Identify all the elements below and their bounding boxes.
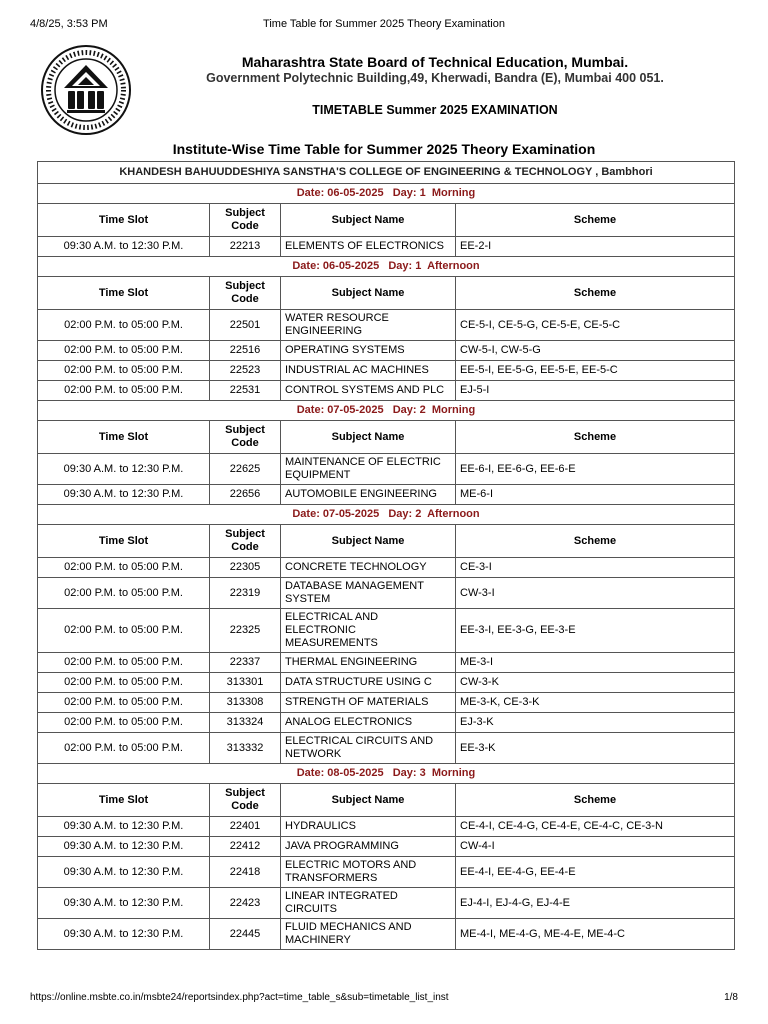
cell-subject-code: 313332 [210,733,281,764]
col-header-subject-name: Subject Name [281,421,456,454]
date-header-row [38,505,735,525]
cell-subject-name: DATABASE MANAGEMENT SYSTEM [281,578,456,609]
table-row [38,837,735,857]
cell-scheme: EJ-5-I [456,381,735,401]
print-title: Time Table for Summer 2025 Theory Examination [263,18,505,30]
col-header-subject-code: Subject Code [210,277,281,310]
cell-subject-code: 22531 [210,381,281,401]
cell-time-slot: 02:00 P.M. to 05:00 P.M. [38,609,210,653]
table-row [38,693,735,713]
cell-time-slot: 09:30 A.M. to 12:30 P.M. [38,485,210,505]
table-row [38,673,735,693]
cell-scheme: EE-3-I, EE-3-G, EE-3-E [456,609,735,653]
cell-time-slot: 02:00 P.M. to 05:00 P.M. [38,341,210,361]
col-header-time-slot: Time Slot [38,525,210,558]
cell-subject-code: 313308 [210,693,281,713]
table-row [38,310,735,341]
page-number: 1/8 [724,992,738,1003]
cell-time-slot: 02:00 P.M. to 05:00 P.M. [38,558,210,578]
table-row [38,454,735,485]
cell-time-slot: 02:00 P.M. to 05:00 P.M. [38,381,210,401]
table-row [38,857,735,888]
col-header-time-slot: Time Slot [38,204,210,237]
cell-subject-name: ELECTRICAL CIRCUITS AND NETWORK [281,733,456,764]
table-row [38,558,735,578]
cell-scheme: EJ-3-K [456,713,735,733]
cell-subject-code: 22325 [210,609,281,653]
column-header-row [38,784,735,817]
table-row [38,919,735,950]
col-header-subject-name: Subject Name [281,204,456,237]
print-footer [30,992,738,1008]
col-header-scheme: Scheme [456,525,735,558]
cell-subject-name: ELEMENTS OF ELECTRONICS [281,237,456,257]
col-header-time-slot: Time Slot [38,421,210,454]
date-header-row [38,184,735,204]
cell-subject-name: THERMAL ENGINEERING [281,653,456,673]
col-header-scheme: Scheme [456,421,735,454]
cell-time-slot: 09:30 A.M. to 12:30 P.M. [38,454,210,485]
col-header-subject-code: Subject Code [210,525,281,558]
cell-time-slot: 09:30 A.M. to 12:30 P.M. [38,888,210,919]
cell-scheme: CW-3-K [456,673,735,693]
cell-subject-name: JAVA PROGRAMMING [281,837,456,857]
cell-subject-name: CONCRETE TECHNOLOGY [281,558,456,578]
col-header-scheme: Scheme [456,277,735,310]
cell-scheme: CW-4-I [456,837,735,857]
cell-subject-code: 22625 [210,454,281,485]
board-address: Government Polytechnic Building,49, Kherwadi, Bandra (E), Mumbai 400 051. [206,71,664,85]
cell-subject-code: 313301 [210,673,281,693]
cell-subject-code: 22501 [210,310,281,341]
page-heading: Institute-Wise Time Table for Summer 2025 Theory Examination [172,141,596,157]
cell-subject-code: 22423 [210,888,281,919]
date-header-row [38,257,735,277]
col-header-scheme: Scheme [456,784,735,817]
institute-row [38,162,735,184]
timetable [37,161,735,950]
col-header-subject-name: Subject Name [281,525,456,558]
column-header-row [38,525,735,558]
table-row [38,733,735,764]
cell-subject-code: 22418 [210,857,281,888]
table-row [38,381,735,401]
cell-subject-code: 22412 [210,837,281,857]
cell-time-slot: 02:00 P.M. to 05:00 P.M. [38,733,210,764]
table-row [38,653,735,673]
cell-time-slot: 02:00 P.M. to 05:00 P.M. [38,693,210,713]
cell-time-slot: 02:00 P.M. to 05:00 P.M. [38,713,210,733]
cell-subject-name: ANALOG ELECTRONICS [281,713,456,733]
cell-subject-code: 313324 [210,713,281,733]
cell-time-slot: 09:30 A.M. to 12:30 P.M. [38,857,210,888]
col-header-subject-name: Subject Name [281,784,456,817]
cell-subject-name: WATER RESOURCE ENGINEERING [281,310,456,341]
cell-subject-code: 22401 [210,817,281,837]
cell-subject-name: MAINTENANCE OF ELECTRIC EQUIPMENT [281,454,456,485]
date-header: Date: 07-05-2025 Day: 2 Afternoon [38,505,735,525]
cell-subject-code: 22305 [210,558,281,578]
cell-scheme: CE-4-I, CE-4-G, CE-4-E, CE-4-C, CE-3-N [456,817,735,837]
exam-title: TIMETABLE Summer 2025 EXAMINATION [312,103,558,117]
cell-subject-name: LINEAR INTEGRATED CIRCUITS [281,888,456,919]
cell-scheme: CW-5-I, CW-5-G [456,341,735,361]
cell-time-slot: 02:00 P.M. to 05:00 P.M. [38,310,210,341]
col-header-subject-code: Subject Code [210,204,281,237]
table-row [38,485,735,505]
cell-subject-name: HYDRAULICS [281,817,456,837]
cell-subject-code: 22656 [210,485,281,505]
cell-scheme: ME-3-I [456,653,735,673]
cell-subject-name: DATA STRUCTURE USING C [281,673,456,693]
cell-time-slot: 09:30 A.M. to 12:30 P.M. [38,837,210,857]
board-name: Maharashtra State Board of Technical Education, Mumbai. [241,54,629,70]
table-row [38,713,735,733]
cell-subject-code: 22523 [210,361,281,381]
col-header-subject-name: Subject Name [281,277,456,310]
date-header: Date: 06-05-2025 Day: 1 Morning [38,184,735,204]
print-header [30,18,738,34]
cell-subject-name: STRENGTH OF MATERIALS [281,693,456,713]
col-header-subject-code: Subject Code [210,421,281,454]
cell-scheme: EE-5-I, EE-5-G, EE-5-E, EE-5-C [456,361,735,381]
column-header-row [38,204,735,237]
date-header: Date: 06-05-2025 Day: 1 Afternoon [38,257,735,277]
cell-scheme: EE-3-K [456,733,735,764]
col-header-time-slot: Time Slot [38,784,210,817]
table-row [38,361,735,381]
cell-scheme: CE-5-I, CE-5-G, CE-5-E, CE-5-C [456,310,735,341]
cell-scheme: CW-3-I [456,578,735,609]
cell-time-slot: 09:30 A.M. to 12:30 P.M. [38,237,210,257]
cell-subject-name: ELECTRIC MOTORS AND TRANSFORMERS [281,857,456,888]
cell-subject-name: INDUSTRIAL AC MACHINES [281,361,456,381]
cell-time-slot: 02:00 P.M. to 05:00 P.M. [38,361,210,381]
cell-scheme: ME-6-I [456,485,735,505]
column-header-row [38,277,735,310]
date-header-row [38,401,735,421]
cell-subject-name: OPERATING SYSTEMS [281,341,456,361]
cell-scheme: EE-6-I, EE-6-G, EE-6-E [456,454,735,485]
cell-subject-code: 22516 [210,341,281,361]
cell-time-slot: 09:30 A.M. to 12:30 P.M. [38,817,210,837]
print-url: https://online.msbte.co.in/msbte24/reportsindex.php?act=time_table_s&sub=timetable_list_inst [30,992,449,1003]
cell-scheme: EE-2-I [456,237,735,257]
table-row [38,237,735,257]
cell-scheme: ME-3-K, CE-3-K [456,693,735,713]
cell-subject-code: 22319 [210,578,281,609]
cell-scheme: CE-3-I [456,558,735,578]
date-header-row [38,764,735,784]
cell-subject-code: 22445 [210,919,281,950]
table-row [38,817,735,837]
col-header-scheme: Scheme [456,204,735,237]
cell-subject-name: ELECTRICAL AND ELECTRONIC MEASUREMENTS [281,609,456,653]
cell-time-slot: 02:00 P.M. to 05:00 P.M. [38,673,210,693]
cell-subject-code: 22213 [210,237,281,257]
cell-subject-code: 22337 [210,653,281,673]
col-header-subject-code: Subject Code [210,784,281,817]
cell-scheme: EE-4-I, EE-4-G, EE-4-E [456,857,735,888]
cell-scheme: ME-4-I, ME-4-G, ME-4-E, ME-4-C [456,919,735,950]
cell-time-slot: 09:30 A.M. to 12:30 P.M. [38,919,210,950]
cell-subject-name: CONTROL SYSTEMS AND PLC [281,381,456,401]
table-row [38,609,735,653]
cell-time-slot: 02:00 P.M. to 05:00 P.M. [38,653,210,673]
column-header-row [38,421,735,454]
cell-subject-name: AUTOMOBILE ENGINEERING [281,485,456,505]
msbte-logo [40,44,132,136]
cell-subject-name: FLUID MECHANICS AND MACHINERY [281,919,456,950]
cell-time-slot: 02:00 P.M. to 05:00 P.M. [38,578,210,609]
table-row [38,341,735,361]
cell-scheme: EJ-4-I, EJ-4-G, EJ-4-E [456,888,735,919]
print-datetime: 4/8/25, 3:53 PM [30,18,108,30]
table-row [38,578,735,609]
institute-name: KHANDESH BAHUUDDESHIYA SANSTHA'S COLLEGE OF ENGINEERING & TECHNOLOGY , Bambhori [38,162,735,184]
table-row [38,888,735,919]
date-header: Date: 08-05-2025 Day: 3 Morning [38,764,735,784]
col-header-time-slot: Time Slot [38,277,210,310]
date-header: Date: 07-05-2025 Day: 2 Morning [38,401,735,421]
